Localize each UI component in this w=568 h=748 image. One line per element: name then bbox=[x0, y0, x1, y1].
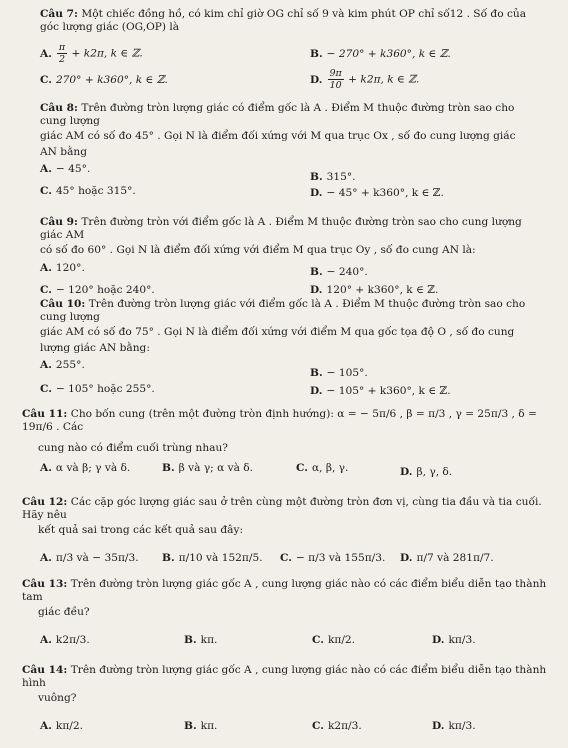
question-10 bbox=[40, 296, 540, 399]
option-letter: C. bbox=[312, 719, 324, 732]
option-b[interactable] bbox=[310, 266, 368, 279]
question-label: Câu 10: bbox=[40, 298, 86, 310]
option-text: π/10 và 152π/5. bbox=[178, 551, 263, 564]
question-text: kết quả sai trong các kết quả sau đây: bbox=[38, 524, 244, 537]
option-letter: B. bbox=[310, 170, 323, 183]
option-letter: D. bbox=[432, 633, 445, 646]
question-12 bbox=[22, 494, 552, 576]
question-text: cung nào có điểm cuối trùng nhau? bbox=[38, 442, 228, 455]
option-text: π/7 và 281π/7. bbox=[416, 551, 494, 564]
option-letter: A. bbox=[40, 461, 52, 474]
question-13 bbox=[22, 576, 552, 658]
option-b[interactable] bbox=[310, 48, 451, 61]
option-text: β, γ, δ. bbox=[416, 465, 453, 478]
option-a[interactable] bbox=[40, 163, 90, 176]
question-text: Trên đường tròn với điểm gốc là A . Điểm M thuộc đường tròn sao cho cung lượng giác AM bbox=[40, 216, 522, 242]
numerator: π bbox=[58, 42, 66, 54]
option-text: 255°. bbox=[55, 358, 85, 371]
option-letter: C. bbox=[40, 74, 52, 87]
option-text: − 105° + k360°, k ∈ ℤ. bbox=[326, 384, 451, 397]
option-text: kπ. bbox=[200, 719, 218, 732]
option-d[interactable] bbox=[310, 284, 438, 297]
question-label: Câu 13: bbox=[22, 578, 68, 590]
option-a[interactable] bbox=[40, 359, 85, 372]
question-text: Cho bốn cung (trên một đường tròn định hướng): α = − 5π/6 , β = π/3 , γ = 25π/3 , δ = 19π/6 . Các bbox=[22, 408, 537, 434]
option-letter: A. bbox=[40, 47, 52, 60]
option-letter: D. bbox=[310, 384, 323, 397]
question-text: Trên đường tròn lượng giác với điểm gốc là A . Điểm M thuộc đường tròn sao cho cung lượng bbox=[40, 298, 526, 324]
option-letter: C. bbox=[280, 551, 292, 564]
question-text: lượng giác AN bằng: bbox=[40, 341, 150, 354]
option-d[interactable] bbox=[310, 68, 419, 91]
option-b[interactable] bbox=[162, 552, 263, 565]
question-9-stem bbox=[40, 216, 540, 242]
option-c[interactable] bbox=[296, 462, 348, 475]
question-text: Trên đường tròn lượng giác gốc A , cung lượng giác nào có các điểm biểu diễn tạo thành hình bbox=[22, 664, 547, 690]
option-text: π/3 và − 35π/3. bbox=[55, 551, 139, 564]
option-text: kπ/2. bbox=[327, 633, 355, 646]
question-8 bbox=[40, 100, 540, 201]
option-text: kπ/2. bbox=[55, 719, 83, 732]
option-a[interactable] bbox=[40, 462, 130, 475]
denominator: 2 bbox=[59, 54, 66, 66]
option-text: − 270° + k360°, k ∈ ℤ. bbox=[326, 48, 451, 61]
option-letter: B. bbox=[184, 719, 197, 732]
option-d[interactable] bbox=[432, 634, 476, 647]
option-text: − 240°. bbox=[326, 265, 368, 278]
question-text: Trên đường tròn lượng giác gốc A , cung lượng giác nào có các điểm biểu diễn tạo thành tam bbox=[22, 578, 547, 604]
option-text: 270° + k360°, k ∈ ℤ. bbox=[55, 74, 168, 87]
question-label: Câu 12: bbox=[22, 496, 68, 508]
question-7-stem bbox=[40, 8, 540, 34]
option-text: β và γ; α và δ. bbox=[178, 461, 254, 474]
option-a[interactable] bbox=[40, 42, 143, 65]
question-7 bbox=[40, 6, 540, 94]
option-text: − 120° hoặc 240°. bbox=[55, 283, 155, 296]
option-text: 120° + k360°, k ∈ ℤ. bbox=[326, 283, 439, 296]
option-letter: A. bbox=[40, 162, 52, 175]
option-a[interactable] bbox=[40, 720, 83, 733]
option-letter: C. bbox=[312, 633, 324, 646]
option-text: k2π/3. bbox=[55, 633, 90, 646]
question-12-stem bbox=[22, 496, 552, 522]
option-letter: A. bbox=[40, 261, 52, 274]
denominator: 10 bbox=[329, 80, 342, 92]
option-c[interactable] bbox=[40, 383, 155, 396]
question-text: giác AM có số đo 75° . Gọi N là điểm đối xứng với điểm M qua gốc tọa độ O , số đo cung bbox=[40, 326, 515, 339]
option-b[interactable] bbox=[162, 462, 253, 475]
option-text: 315°. bbox=[326, 170, 356, 183]
question-text: AN bằng bbox=[40, 145, 87, 158]
numerator: 9π bbox=[329, 68, 342, 80]
question-9 bbox=[40, 214, 540, 302]
question-label: Câu 11: bbox=[22, 408, 68, 420]
option-text: kπ/3. bbox=[448, 633, 476, 646]
option-c[interactable] bbox=[40, 284, 155, 297]
question-11 bbox=[22, 406, 552, 484]
question-14 bbox=[22, 662, 552, 744]
option-text: 120°. bbox=[55, 261, 85, 274]
question-text: vuông? bbox=[38, 692, 77, 705]
question-text: Các cặp góc lượng giác sau ở trên cùng một đường tròn đơn vị, cùng tia đầu và tia cuối. Hãy nêu bbox=[22, 496, 542, 522]
question-13-stem bbox=[22, 578, 552, 604]
option-letter: D. bbox=[310, 283, 323, 296]
option-letter: C. bbox=[296, 461, 308, 474]
question-label: Câu 14: bbox=[22, 664, 68, 676]
option-letter: C. bbox=[40, 382, 52, 395]
question-text: giác AM có số đo 45° . Gọi N là điểm đối xứng với M qua trục Ox , số đo cung lượng giác bbox=[40, 130, 516, 143]
option-c[interactable] bbox=[312, 634, 355, 647]
option-text: + k2π, k ∈ ℤ. bbox=[71, 47, 143, 60]
fraction bbox=[328, 68, 344, 91]
option-d[interactable] bbox=[400, 552, 494, 565]
question-text: Trên đường tròn lượng giác có điểm gốc là A . Điểm M thuộc đường tròn sao cho cung lượng bbox=[40, 102, 515, 128]
question-label: Câu 8: bbox=[40, 102, 78, 114]
option-letter: B. bbox=[184, 633, 197, 646]
option-letter: B. bbox=[162, 551, 175, 564]
option-d[interactable] bbox=[310, 187, 444, 200]
option-text: + k2π, k ∈ ℤ. bbox=[348, 73, 420, 86]
question-text: Một chiếc đồng hồ, có kim chỉ giờ OG chỉ số 9 và kim phút OP chỉ số12 . Số đo của góc lượng giác (OG,OP) là bbox=[40, 8, 527, 34]
option-text: α và β; γ và δ. bbox=[55, 461, 131, 474]
option-letter: D. bbox=[310, 186, 323, 199]
option-letter: D. bbox=[400, 465, 413, 478]
option-d[interactable] bbox=[400, 466, 452, 479]
option-d[interactable] bbox=[310, 385, 451, 398]
option-text: − 45° + k360°, k ∈ ℤ. bbox=[326, 186, 444, 199]
option-letter: A. bbox=[40, 551, 52, 564]
option-letter: C. bbox=[40, 283, 52, 296]
option-c[interactable] bbox=[40, 185, 136, 198]
option-d[interactable] bbox=[432, 720, 476, 733]
option-letter: B. bbox=[162, 461, 175, 474]
option-b[interactable] bbox=[184, 720, 217, 733]
question-11-stem bbox=[22, 408, 552, 434]
fraction bbox=[57, 42, 67, 65]
option-letter: A. bbox=[40, 719, 52, 732]
option-letter: B. bbox=[310, 48, 323, 61]
question-label: Câu 7: bbox=[40, 8, 78, 20]
option-c[interactable] bbox=[312, 720, 362, 733]
question-text: có số đo 60° . Gọi N là điểm đối xứng với điểm M qua trục Oy , số đo cung AN là: bbox=[40, 244, 476, 257]
option-text: − 105°. bbox=[326, 366, 368, 379]
question-14-stem bbox=[22, 664, 552, 690]
option-text: − 105° hoặc 255°. bbox=[55, 382, 155, 395]
option-text: 45° hoặc 315°. bbox=[55, 184, 136, 197]
option-c[interactable] bbox=[280, 552, 385, 565]
option-letter: D. bbox=[310, 73, 323, 86]
option-letter: C. bbox=[40, 184, 52, 197]
option-text: − 45°. bbox=[55, 162, 91, 175]
option-a[interactable] bbox=[40, 634, 90, 647]
option-text: kπ/3. bbox=[448, 719, 476, 732]
question-8-stem bbox=[40, 102, 540, 128]
option-letter: A. bbox=[40, 633, 52, 646]
option-text: − π/3 và 155π/3. bbox=[295, 551, 386, 564]
option-text: kπ. bbox=[200, 633, 218, 646]
question-text: giác đều? bbox=[38, 606, 90, 619]
option-letter: B. bbox=[310, 366, 323, 379]
option-letter: D. bbox=[400, 551, 413, 564]
question-label: Câu 9: bbox=[40, 216, 78, 228]
option-text: α, β, γ. bbox=[311, 461, 349, 474]
option-text: k2π/3. bbox=[327, 719, 362, 732]
option-letter: D. bbox=[432, 719, 445, 732]
option-letter: B. bbox=[310, 265, 323, 278]
option-a[interactable] bbox=[40, 262, 85, 275]
option-c[interactable] bbox=[40, 74, 168, 87]
option-b[interactable] bbox=[184, 634, 217, 647]
question-10-stem bbox=[40, 298, 540, 324]
option-letter: A. bbox=[40, 358, 52, 371]
option-a[interactable] bbox=[40, 552, 139, 565]
